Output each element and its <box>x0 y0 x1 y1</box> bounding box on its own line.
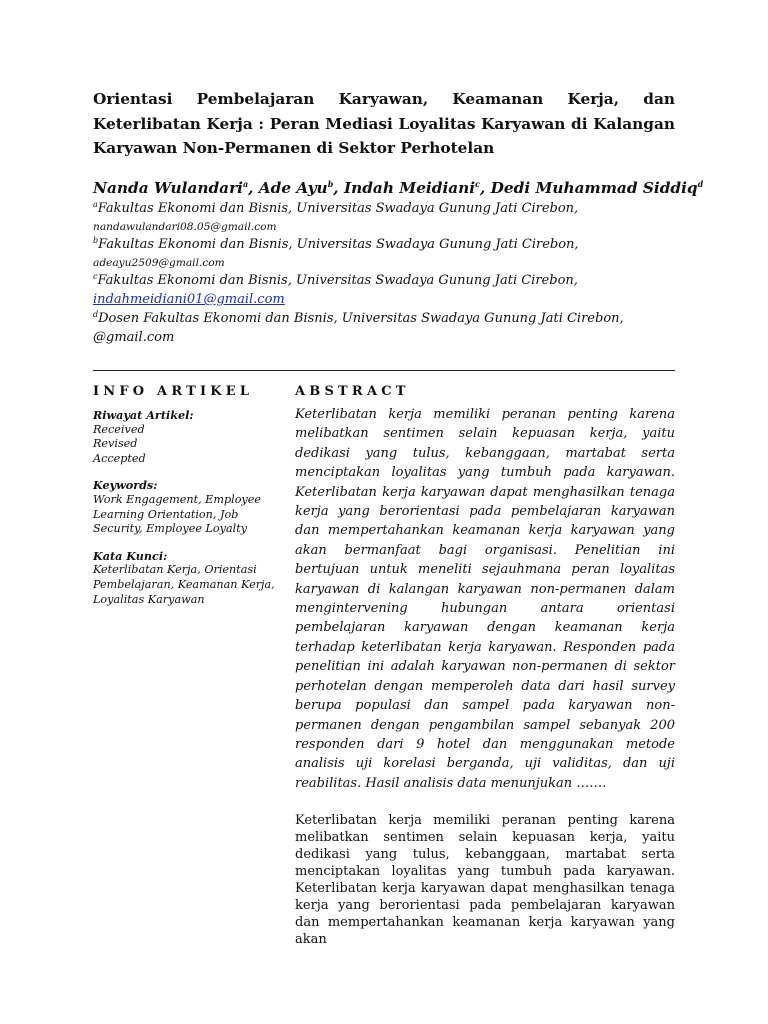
affiliation-superscript: c <box>93 272 98 281</box>
affiliation-b <box>93 236 693 254</box>
affiliation-text: Dosen Fakultas Ekonomi dan Bisnis, Universitas Swadaya Gunung Jati Cirebon, <box>98 311 624 326</box>
affiliation-superscript: d <box>93 310 99 319</box>
info-artikel-heading: INFO ARTIKEL <box>93 384 254 399</box>
body-paragraph: Keterlibatan kerja memiliki peranan penting karena melibatkan sentimen selain kepuasan kerja, yaitu dedikasi yang tulus, kebanggaan, martabat serta menciptakan loyalitas yang tumbuh pada karyawan. Keterlibatan kerja karyawan dapat menghasilkan tenaga kerja yang berorientasi pada pembelajaran karyawan dan mempertahankan keamanan kerja karyawan yang akan <box>295 813 675 947</box>
riwayat-label: Riwayat Artikel: <box>93 408 194 422</box>
author-superscript: d <box>697 179 704 189</box>
history-item: Revised <box>93 437 138 451</box>
article-history <box>93 408 283 466</box>
keywords-group <box>93 478 283 536</box>
author-email: @gmail.com <box>93 330 175 345</box>
author-name: Nanda Wulandari <box>93 179 243 197</box>
affiliation-list <box>93 200 693 348</box>
author-email: nandawulandari08.05@gmail.com <box>93 221 277 233</box>
author-superscript: c <box>475 179 480 189</box>
affiliation-superscript: a <box>93 200 98 209</box>
affiliation-c <box>93 272 693 290</box>
author-superscript: b <box>327 179 334 189</box>
affiliation-a <box>93 200 693 218</box>
affiliation-text: Fakultas Ekonomi dan Bisnis, Universitas Swadaya Gunung Jati Cirebon, <box>97 273 578 288</box>
section-divider <box>93 370 675 371</box>
article-info-column <box>93 408 283 619</box>
keywords-text: Work Engagement, Employee Learning Orientation, Job Security, Employee Loyalty <box>93 492 261 536</box>
author-email-link[interactable]: indahmeidiani01@gmail.com <box>93 292 285 307</box>
author-separator: , <box>248 179 259 197</box>
history-item: Received <box>93 422 145 436</box>
keywords-label: Keywords: <box>93 478 158 493</box>
affiliation-superscript: b <box>93 236 99 245</box>
author-name: Dedi Muhammad Siddiq <box>490 179 698 197</box>
history-item: Accepted <box>93 451 146 465</box>
paper-title: Orientasi Pembelajaran Karyawan, Keamanan Kerja, dan Keterlibatan Kerja : Peran Mediasi Loyalitas Karyawan di Kalangan Karyawan Non-Permanen di Sektor Perhotelan <box>93 90 675 157</box>
kata-kunci-text: Keterlibatan Kerja, Orientasi Pembelajaran, Keamanan Kerja, Loyalitas Karyawan <box>93 563 275 606</box>
author-name: Indah Meidiani <box>343 179 476 197</box>
kata-kunci-group <box>93 549 283 607</box>
author-separator: , <box>333 179 344 197</box>
author-superscript: a <box>242 179 249 189</box>
affiliation-text: Fakultas Ekonomi dan Bisnis, Universitas Swadaya Gunung Jati Cirebon, <box>98 237 579 252</box>
affiliation-text: Fakultas Ekonomi dan Bisnis, Universitas Swadaya Gunung Jati Cirebon, <box>97 201 579 216</box>
author-separator: , <box>479 179 491 197</box>
author-list <box>93 177 704 199</box>
kata-kunci-label: Kata Kunci: <box>93 548 168 563</box>
abstract-heading: ABSTRACT <box>295 384 410 399</box>
author-name: Ade Ayu <box>258 179 328 197</box>
abstract-text: Keterlibatan kerja memiliki peranan penting karena melibatkan sentimen selain kepuasan kerja, yaitu dedikasi yang tulus, kebanggaan, martabat serta menciptakan loyalitas yang tumbuh pada karyawan. Keterlibatan kerja karyawan dapat menghasilkan tenaga kerja yang berorientasi pada pembelajaran karyawan dan mempertahankan keamanan kerja karyawan yang akan bermanfaat bagi organisasi. Penelitian ini bertujuan untuk meneliti sejauhmana peran loyalitas karyawan di kalangan karyawan non-permanen dalam mengintervening hubungan antara orientasi pembelajaran karyawan dengan keamanan kerja terhadap keterlibatan kerja karyawan. Responden pada penelitian ini adalah karyawan non-permanen di sektor perhotelan dengan memperoleh data dari hasil survey berupa populasi dan sampel pada karyawan non-permanen dengan pengambilan sampel sebanyak 200 responden dari 9 hotel dan menggunakan metode analisis uji korelasi berganda, uji validitas, dan uji reabilitas. Hasil analisis data menunjukan ……. <box>295 407 675 791</box>
affiliation-d <box>93 310 693 328</box>
author-email: adeayu2509@gmail.com <box>93 257 225 269</box>
